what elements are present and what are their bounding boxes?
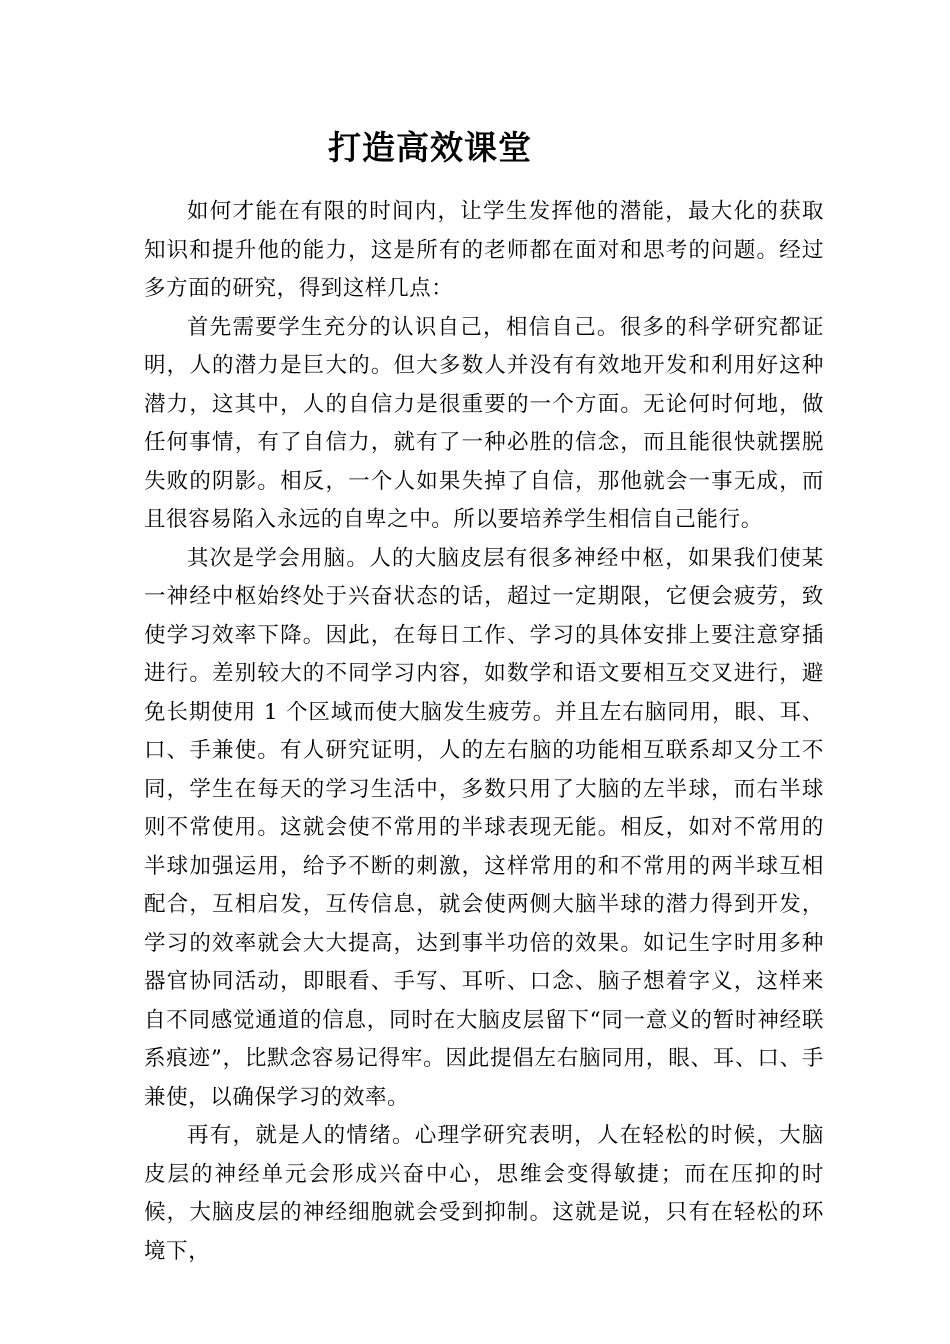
paragraph-self-confidence: 首先需要学生充分的认识自己，相信自己。很多的科学研究都证明，人的潜力是巨大的。但大多数人并没有有效地开发和利用好这种潜力，这其中，人的自信力是很重要的一个方面。无论何时何地，做任何事情，有了自信力，就有了一种必胜的信念，而且能很快就摆脱失败的阴影。相反，一个人如果失掉了自信，那他就会一事无成，而且很容易陷入永远的自卑之中。所以要培养学生相信自己能行。 (144, 314, 824, 532)
paragraph-intro: 如何才能在有限的时间内，让学生发挥他的潜能，最大化的获取知识和提升他的能力，这是所有的老师都在面对和思考的问题。经过多方面的研究，得到这样几点： (144, 199, 824, 301)
paragraph-brain-use: 其次是学会用脑。人的大脑皮层有很多神经中枢，如果我们使某一神经中枢始终处于兴奋状态的话，超过一定期限，它便会疲劳，致使学习效率下降。因此，在每日工作、学习的具体安排上要注意穿插进行。差别较大的不同学习内容，如数学和语文要相互交叉进行，避免长期使用 1 个区域而使大脑发生疲劳。并且左右脑同用，眼、耳、口、手兼使。有人研究证明，人的左右脑的功能相互联系却又分工不同，学生在每天的学习生活中，多数只用了大脑的左半球，而右半球则不常使用。这就会使不常用的半球表现无能。相反，如对不常用的半球加强运用，给予不断的刺激，这样常用的和不常用的两半球互相配合，互相启发，互传信息，就会使两侧大脑半球的潜力得到开发，学习的效率就会大大提高，达到事半功倍的效果。如记生字时用多种器官协同活动，即眼看、手写、耳听、口念、脑子想着字义，这样来自不同感觉通道的信息，同时在大脑皮层留下“同一意义的暂时神经联系痕迹”，比默念容易记得牢。因此提倡左右脑同用，眼、耳、口、手兼使，以确保学习的效率。 (144, 545, 824, 1110)
document-title: 打造高效课堂 (328, 128, 532, 167)
document-body (144, 193, 824, 1271)
paragraph-emotion: 再有，就是人的情绪。心理学研究表明，人在轻松的时候，大脑皮层的神经单元会形成兴奋中心，思维会变得敏捷；而在压抑的时候，大脑皮层的神经细胞就会受到抑制。这就是说，只有在轻松的环境下， (144, 1123, 824, 1264)
